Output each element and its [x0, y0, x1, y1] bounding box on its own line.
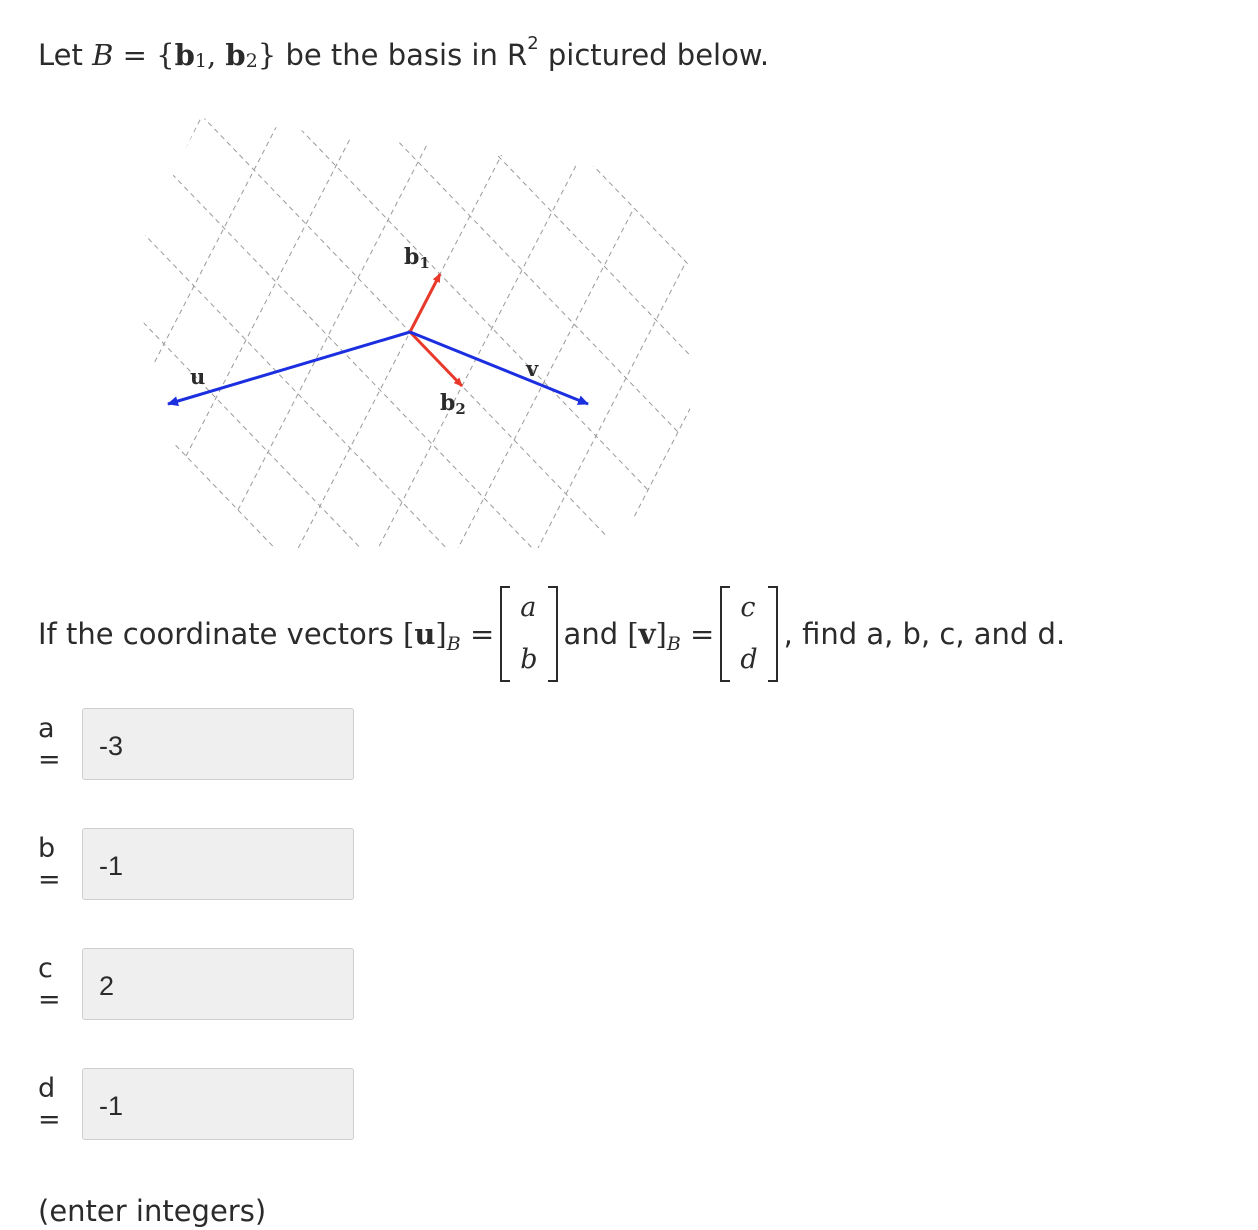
- b1-symbol: b: [174, 38, 195, 72]
- matrix-cd: [720, 586, 777, 682]
- b1-arrow: [410, 274, 440, 332]
- b2-arrow: [410, 332, 462, 386]
- vector-layer: [168, 274, 588, 404]
- b2-subscript: 2: [245, 50, 258, 72]
- field-label-d: d =: [38, 1073, 61, 1135]
- answer-field-b[interactable]: -1: [82, 828, 354, 900]
- label-u: u: [190, 364, 206, 389]
- equals-sign: =: [122, 38, 147, 72]
- skew-grid: [110, 108, 710, 568]
- label-b2: b2: [440, 390, 466, 418]
- diagram-labels: [190, 244, 539, 418]
- matrix-entry-c: c: [740, 592, 756, 623]
- intro-line: [38, 32, 770, 72]
- u-coord-bracket: $[u]_B$: [403, 617, 461, 655]
- matrix-entry-a: a: [520, 592, 537, 623]
- matrix-ab: [500, 586, 557, 682]
- field-row-c: [38, 948, 354, 1020]
- set-open-brace: {: [156, 38, 175, 72]
- label-b1: b1: [404, 244, 430, 272]
- intro-text-a: be the basis in R: [285, 38, 528, 72]
- equals-sign-1: =: [469, 617, 495, 651]
- field-row-b: [38, 828, 354, 900]
- basis-symbol: B: [92, 38, 114, 72]
- question-prefix: If the coordinate vectors: [38, 617, 394, 651]
- grid-line: [292, 108, 708, 374]
- matrix-entry-d: d: [740, 644, 758, 675]
- question-line: [38, 586, 1065, 682]
- grid-line: [498, 316, 710, 568]
- set-close-brace: }: [257, 38, 277, 72]
- answer-field-d[interactable]: -1: [82, 1068, 354, 1140]
- v-arrow: [410, 332, 588, 404]
- label-v: v: [526, 356, 539, 381]
- grid-line: [186, 108, 426, 456]
- basis-diagram: [110, 108, 710, 568]
- grid-line: [112, 290, 528, 568]
- field-label-c: c =: [38, 953, 61, 1015]
- hint-text: (enter integers): [38, 1194, 267, 1228]
- grid-line: [110, 348, 498, 568]
- grid-line: [290, 108, 530, 564]
- r2-superscript: 2: [527, 32, 539, 54]
- v-coord-bracket: $[v]_B$: [627, 617, 681, 655]
- grid-line: [238, 108, 478, 510]
- intro-let: Let: [38, 38, 83, 72]
- field-label-a: a =: [38, 713, 61, 775]
- field-label-b: b =: [38, 833, 61, 895]
- matrix-entry-b: b: [520, 644, 538, 675]
- answer-field-c[interactable]: 2: [82, 948, 354, 1020]
- question-suffix: , find a, b, c, and d.: [783, 617, 1066, 651]
- field-row-d: [38, 1068, 354, 1140]
- set-comma: ,: [206, 38, 217, 72]
- intro-text-b: pictured below.: [547, 38, 770, 72]
- b1-subscript: 1: [194, 50, 207, 72]
- grid-line: [262, 108, 678, 432]
- grid-line: [110, 108, 322, 348]
- b2-symbol: b: [225, 38, 246, 72]
- grid-line: [134, 108, 374, 402]
- grid-line: [142, 232, 558, 568]
- equals-sign-2: =: [690, 617, 715, 651]
- grid-line: [446, 262, 686, 568]
- grid-line: [322, 108, 710, 316]
- field-row-a: [38, 708, 354, 780]
- grid-line: [342, 154, 582, 568]
- question-and: and: [563, 617, 619, 651]
- grid-line: [232, 108, 648, 490]
- answer-field-a[interactable]: -3: [82, 708, 354, 780]
